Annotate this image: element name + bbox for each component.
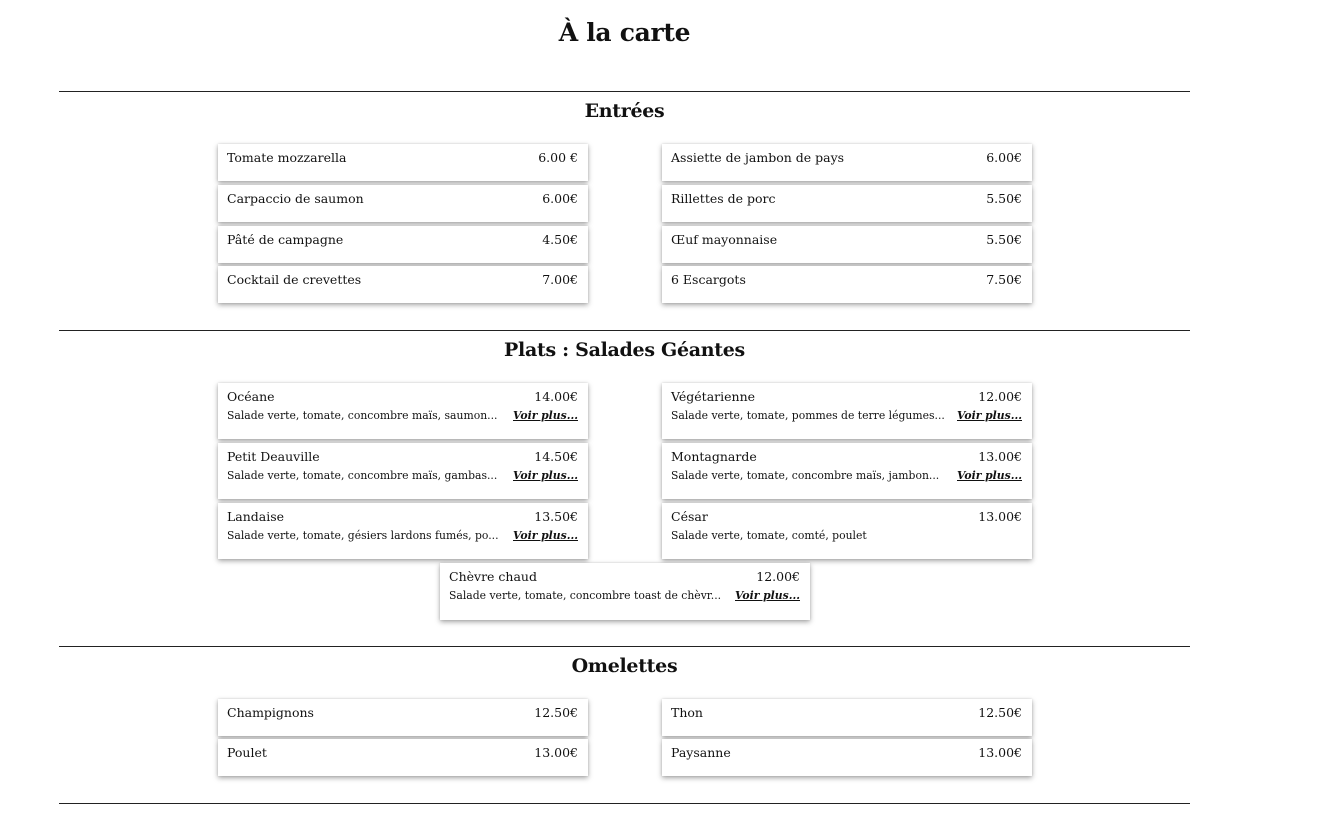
see-more-link[interactable]: Voir plus... — [513, 469, 578, 482]
item-price: 6.00€ — [542, 191, 578, 206]
section-divider — [59, 646, 1190, 647]
item-description: Salade verte, tomate, concombre maïs, gambas... — [227, 469, 498, 482]
item-price: 13.00€ — [978, 745, 1022, 760]
item-description: Salade verte, tomate, concombre maïs, saumon... — [227, 409, 498, 422]
item-name: Tomate mozzarella — [227, 150, 347, 165]
item-description: Salade verte, tomate, gésiers lardons fumés, po... — [227, 529, 499, 542]
menu-item-card[interactable] — [218, 443, 588, 499]
item-name: Pâté de campagne — [227, 232, 344, 247]
item-price: 14.00€ — [534, 389, 578, 404]
item-price: 12.00€ — [978, 389, 1022, 404]
menu-item-card[interactable] — [218, 185, 588, 222]
item-name: Chèvre chaud — [449, 569, 537, 584]
item-price: 12.00€ — [756, 569, 800, 584]
item-name: Œuf mayonnaise — [671, 232, 778, 247]
see-more-link[interactable]: Voir plus... — [957, 469, 1022, 482]
item-name: Végétarienne — [671, 389, 756, 404]
item-name: Océane — [227, 389, 275, 404]
see-more-link[interactable]: Voir plus... — [513, 529, 578, 542]
see-more-link[interactable]: Voir plus... — [957, 409, 1022, 422]
item-name: Assiette de jambon de pays — [671, 150, 845, 165]
item-name: Landaise — [227, 509, 285, 524]
item-price: 13.00€ — [978, 449, 1022, 464]
item-price: 13.00€ — [978, 509, 1022, 524]
menu-item-card[interactable] — [218, 503, 588, 559]
item-price: 12.50€ — [978, 705, 1022, 720]
menu-item-card[interactable] — [662, 266, 1032, 303]
menu-item-card[interactable] — [662, 144, 1032, 181]
section-title-entrees: Entrées — [584, 100, 665, 122]
menu-item-card[interactable] — [662, 383, 1032, 439]
menu-item-card[interactable] — [662, 443, 1032, 499]
item-price: 6.00€ — [986, 150, 1022, 165]
page-title: À la carte — [558, 18, 691, 47]
item-price: 4.50€ — [542, 232, 578, 247]
menu-item-card[interactable] — [662, 503, 1032, 559]
item-price: 7.00€ — [542, 272, 578, 287]
menu-item-card[interactable] — [218, 226, 588, 263]
item-name: Montagnarde — [671, 449, 757, 464]
item-price: 13.50€ — [534, 509, 578, 524]
item-price: 14.50€ — [534, 449, 578, 464]
menu-item-card[interactable] — [440, 563, 810, 620]
section-title-omelettes: Omelettes — [571, 655, 678, 677]
see-more-link[interactable]: Voir plus... — [735, 589, 800, 602]
item-name: Petit Deauville — [227, 449, 320, 464]
menu-item-card[interactable] — [218, 383, 588, 439]
section-divider — [59, 803, 1190, 804]
item-name: Thon — [671, 705, 703, 720]
menu-item-card[interactable] — [218, 266, 588, 303]
item-price: 13.00€ — [534, 745, 578, 760]
item-name: 6 Escargots — [671, 272, 746, 287]
item-name: Poulet — [227, 745, 267, 760]
menu-item-card[interactable] — [662, 739, 1032, 776]
item-name: Paysanne — [671, 745, 731, 760]
section-divider — [59, 330, 1190, 331]
item-name: César — [671, 509, 708, 524]
menu-item-card[interactable] — [218, 739, 588, 776]
menu-item-card[interactable] — [662, 185, 1032, 222]
item-description: Salade verte, tomate, comté, poulet — [671, 529, 867, 542]
item-price: 7.50€ — [986, 272, 1022, 287]
item-name: Champignons — [227, 705, 314, 720]
item-description: Salade verte, tomate, concombre toast de chèvr... — [449, 589, 722, 602]
item-name: Carpaccio de saumon — [227, 191, 364, 206]
section-divider — [59, 91, 1190, 92]
item-price: 6.00 € — [538, 150, 578, 165]
item-description: Salade verte, tomate, concombre maïs, jambon... — [671, 469, 940, 482]
section-title-salades: Plats : Salades Géantes — [504, 339, 745, 361]
item-price: 12.50€ — [534, 705, 578, 720]
menu-item-card[interactable] — [662, 699, 1032, 736]
menu-item-card[interactable] — [218, 144, 588, 181]
see-more-link[interactable]: Voir plus... — [513, 409, 578, 422]
item-description: Salade verte, tomate, pommes de terre légumes... — [671, 409, 945, 422]
item-price: 5.50€ — [986, 232, 1022, 247]
item-price: 5.50€ — [986, 191, 1022, 206]
menu-item-card[interactable] — [218, 699, 588, 736]
item-name: Rillettes de porc — [671, 191, 776, 206]
menu-item-card[interactable] — [662, 226, 1032, 263]
item-name: Cocktail de crevettes — [227, 272, 362, 287]
